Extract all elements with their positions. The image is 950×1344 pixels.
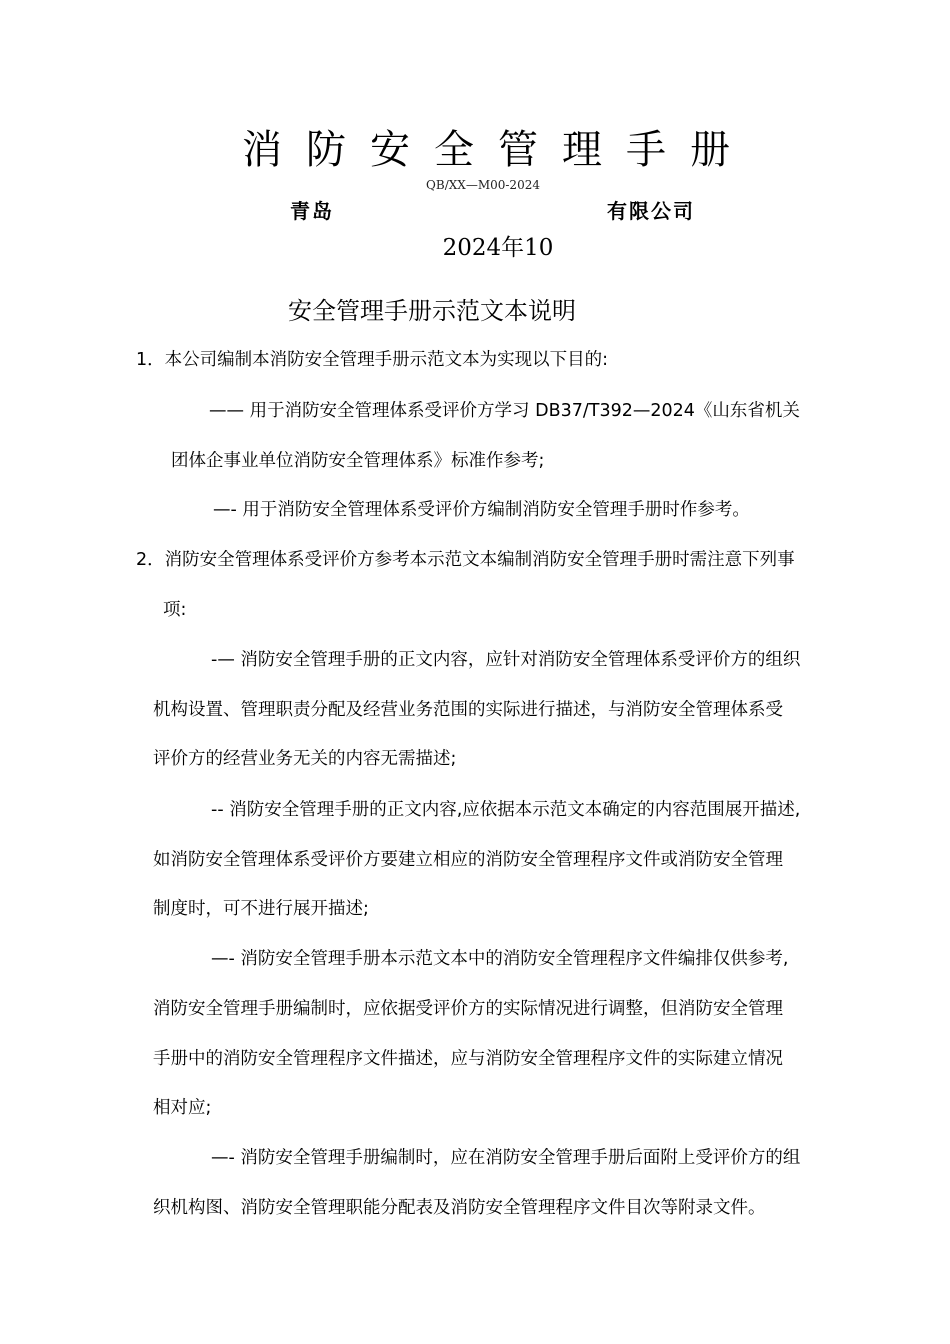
paragraph-line: 项: bbox=[163, 600, 187, 620]
company-name-prefix: 青岛 bbox=[290, 199, 334, 223]
paragraph-line: 2．消防安全管理体系受评价方参考本示范文本编制消防安全管理手册时需注意下列事 bbox=[136, 550, 795, 570]
paragraph-line: 机构设置、管理职责分配及经营业务范围的实际进行描述，与消防安全管理体系受 bbox=[153, 700, 783, 720]
paragraph-line: 1．本公司编制本消防安全管理手册示范文本为实现以下目的: bbox=[136, 350, 609, 370]
issue-date: 2024年10 bbox=[442, 235, 554, 261]
paragraph-line: 评价方的经营业务无关的内容无需描述; bbox=[153, 749, 457, 769]
company-name-suffix: 有限公司 bbox=[607, 199, 695, 223]
section-title: 安全管理手册示范文本说明 bbox=[288, 297, 576, 325]
paragraph-line: —- 消防安全管理手册本示范文本中的消防安全管理程序文件编排仅供参考, bbox=[211, 949, 789, 969]
paragraph-line: —- 用于消防安全管理体系受评价方编制消防安全管理手册时作参考。 bbox=[213, 500, 750, 520]
paragraph-line: 相对应; bbox=[153, 1098, 212, 1118]
paragraph-line: —- 消防安全管理手册编制时，应在消防安全管理手册后面附上受评价方的组 bbox=[211, 1148, 801, 1168]
paragraph-line: 消防安全管理手册编制时，应依据受评价方的实际情况进行调整，但消防安全管理 bbox=[153, 999, 783, 1019]
paragraph-line: 手册中的消防安全管理程序文件描述，应与消防安全管理程序文件的实际建立情况 bbox=[153, 1049, 783, 1069]
main-title: 消防安全管理手册 bbox=[242, 127, 754, 173]
paragraph-line: -— 消防安全管理手册的正文内容，应针对消防安全管理体系受评价方的组织 bbox=[211, 650, 801, 670]
document-code: QB/XX—M00-2024 bbox=[426, 178, 540, 192]
paragraph-line: -- 消防安全管理手册的正文内容,应依据本示范文本确定的内容范围展开描述, bbox=[211, 800, 801, 820]
paragraph-line: 制度时，可不进行展开描述; bbox=[153, 899, 369, 919]
paragraph-line: —— 用于消防安全管理体系受评价方学习 DB37/T392—2024《山东省机关 bbox=[209, 401, 800, 421]
paragraph-line: 织机构图、消防安全管理职能分配表及消防安全管理程序文件目次等附录文件。 bbox=[153, 1198, 766, 1218]
paragraph-line: 如消防安全管理体系受评价方要建立相应的消防安全管理程序文件或消防安全管理 bbox=[153, 850, 783, 870]
paragraph-line: 团体企事业单位消防安全管理体系》标准作参考; bbox=[171, 451, 545, 471]
